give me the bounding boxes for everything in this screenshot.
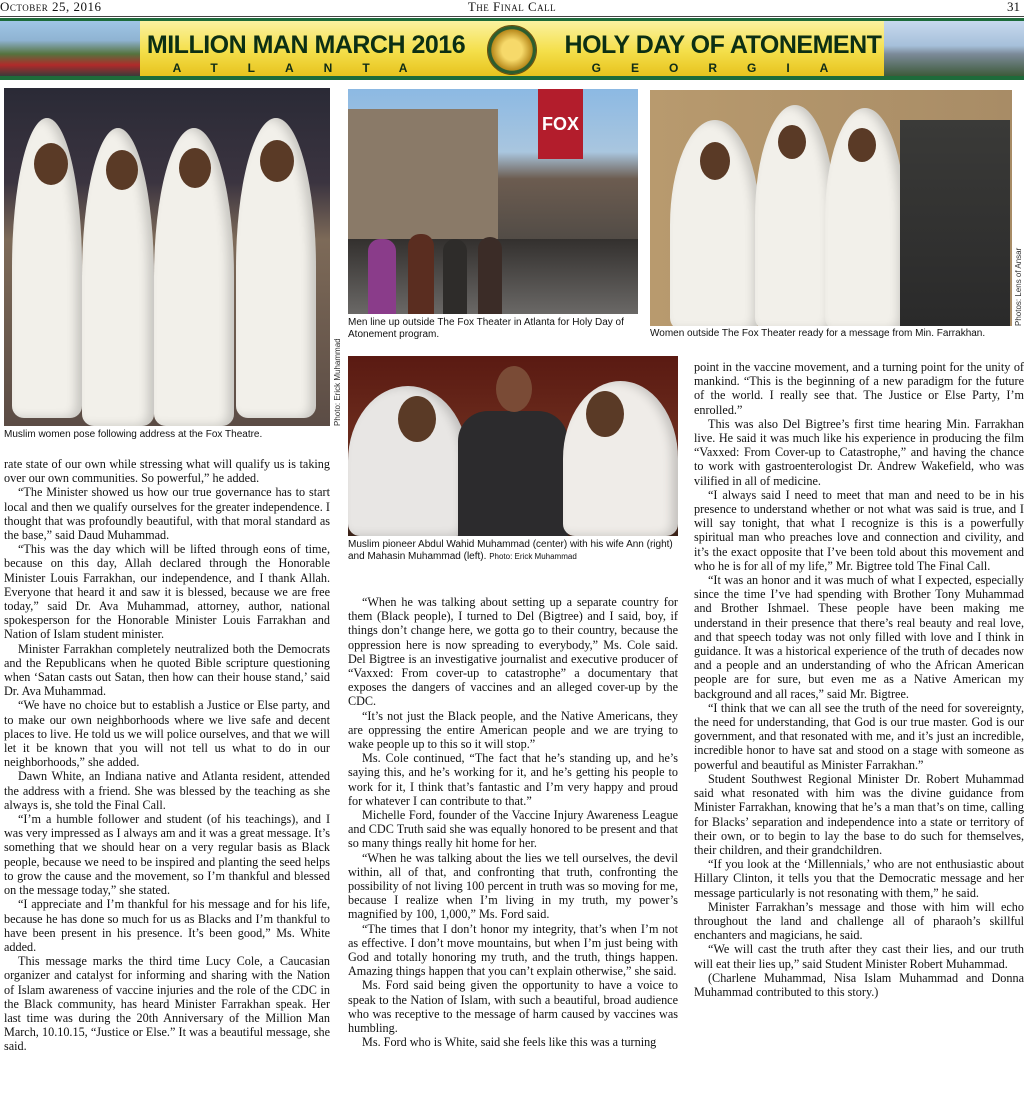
article-paragraph: “We will cast the truth after they cast their lies, and our truth will eat their lies up,” said Student Minister Robert Muhammad. xyxy=(694,942,1024,971)
article-paragraph: rate state of our own while stressing what will qualify us is taking over our own communities. So powerful,” he added. xyxy=(4,457,330,486)
photo-credit-3: Photos: Lens of Ansar xyxy=(1014,247,1023,326)
crowd-photo-strip xyxy=(0,21,140,76)
article-paragraph: “The times that I don’t honor my integrity, that’s when I’m not as effective. I don’t move mountains, but when I’m just being with God and totally honoring my truth, and the truth, things happen. Amazing things happen that you can’t explain otherwise,” she said. xyxy=(348,921,678,979)
article-paragraph: This message marks the third time Lucy Cole, a Caucasian organizer and catalyst for informing and sharing with the Nation of Islam awareness of vaccine injuries and the role of the CDC in the Black community, has heard Minister Farrakhan speak. Her last time was during the 20th Anniversary of the Million Man March, 10.10.15, “Justice or Else.” It was a beautiful message, she said. xyxy=(4,954,330,1054)
article-paragraph: “When he was talking about setting up a separate country for them (Black people), I turned to Del (Bigtree) and I said, boy, if things don’t change here, we gotta go to their country, because the oppression here is now spreading to everybody,” Ms. Cole said. Del Bigtree is an investigative journalist and executive producer of “Vaxxed: From cover-up to catastrophe” a documentary that exposes the dangers of vaccines and an alleged cover-up by the CDC. xyxy=(348,595,678,709)
event-seal-logo xyxy=(487,25,537,75)
article-paragraph: “I appreciate and I’m thankful for his message and for his life, because he has done so much for us as Blacks and I’m thankful to have been present in his presence. It’s been good,” Ms. White added. xyxy=(4,897,330,954)
article-paragraph: “This was the day which will be lifted through eons of time, because on this day, Allah declared through the Honorable Minister Louis Farrakhan, our independence, and I thank Allah. Everyone that heard it and saw it is blessed, because we are free today,” said Dr. Ava Muhammad, attorney, author, national spokesperson for the Honorable Minister Louis Farrakhan and Nation of Islam student minister. xyxy=(4,542,330,642)
photo-caption-4-text: Muslim pioneer Abdul Wahid Muhammad (center) with his wife Ann (right) and Mahasin Muhammad (left). xyxy=(348,539,673,562)
article-paragraph: Ms. Cole continued, “The fact that he’s standing up, and he’s saying this, and he’s working for it, and he’s getting his people to work for it, I think that’s fantastic and I’m very happy and proud for whatever I can contribute to that.” xyxy=(348,751,678,808)
article-column-middle xyxy=(348,595,678,1050)
article-column-left xyxy=(4,457,330,1054)
article-paragraph: Ms. Ford who is White, said she feels like this was a turning xyxy=(362,1035,657,1050)
article-paragraph: Student Southwest Regional Minister Dr. Robert Muhammad said what resonated with him was the divine guidance from Minister Farrakhan, knowing that he’s a man that’s on time, calling for Blacks’ separation and independence into a state or territory of their own, or to begin to lay the base to do such for themselves, their children, and their grandchildren. xyxy=(694,771,1024,857)
fox-sign: FOX xyxy=(538,89,583,159)
article-paragraph: “I always said I need to meet that man and need to be in his presence to understand whether or not what was said is true, and I will say tonight, that what I recognize is this is a powerfully spiritual man who preaches love and connection and civility, and it’s the exact opposite that I’ve been told about this movement and who he is for all of my life,” Mr. Bigtree told The Final Call. xyxy=(694,487,1024,573)
article-paragraph: “It’s not just the Black people, and the Native Americans, they are oppressing the entire American people and we are trying to wake people up to this so it will stop.” xyxy=(348,708,678,752)
photo-caption-3: Women outside The Fox Theater ready for a message from Min. Farrakhan. xyxy=(650,328,986,339)
article-paragraph: “If you look at the ‘Millennials,’ who are not enthusiastic about Hillary Clinton, it tells you that the Democratic message and her message particularly is not resonating with them,” he said. xyxy=(694,857,1024,900)
banner-title-left: MILLION MAN MARCH 2016 xyxy=(146,31,466,59)
photo-women-pose xyxy=(4,88,330,426)
article-paragraph: This was also Del Bigtree’s first time hearing Min. Farrakhan live. He said it was much like his experience in producing the film “Vaxxed: From Cover-up to Catastrophe,” and having the chance to work with gastroenterologist Dr. Andrew Wakefield, who was vilified in all of medicine. xyxy=(694,416,1024,488)
banner-city: ATLANTA xyxy=(172,61,438,75)
banner-title-right: HOLY DAY OF ATONEMENT xyxy=(564,31,882,59)
page-number: 31 xyxy=(1007,0,1020,14)
article-paragraph: “It was an honor and it was much of what I expected, especially since the time I’ve had spending with Brother Tony Muhammad and Brother Ishmael. These people have been making me understand in their presence that there’s real beauty and real love, and that speech today was not only filled with love and I think in guidance. It was a historical experience of the truth of decades now and a people and an understanding of who the African American people are for sure, but even me as a Native American my background and all races,” said Mr. Bigtree. xyxy=(694,573,1024,701)
article-paragraph: Michelle Ford, founder of the Vaccine Injury Awareness League and CDC Truth said she was equally honored to be present and that so many things really hit home for her. xyxy=(348,808,678,851)
page-folio xyxy=(0,0,1024,17)
photo-men-line xyxy=(348,89,638,314)
article-paragraph: Minister Farrakhan completely neutralized both the Democrats and the Republicans when he quoted Bible scripture questioning when ‘Satan casts out Satan, then how can their house stand,’ said Dr. Ava Muhammad. xyxy=(4,641,330,699)
article-column-right xyxy=(694,360,1024,999)
photo-pioneer-group xyxy=(348,356,678,536)
article-paragraph: point in the vaccine movement, and a turning point for the unity of mankind. “This is the beginning of a new paradigm for the future of the world. I really see that. The Justice or Else Party, I’m enrolled.” xyxy=(694,360,1024,417)
section-banner xyxy=(0,18,1024,80)
article-paragraph: Minister Farrakhan’s message and those with him will echo throughout the land and challenge all of pharaoh’s skillful enchanters and magicians, he said. xyxy=(694,899,1024,943)
article-paragraph: Ms. Ford said being given the opportunity to have a voice to speak to the Nation of Islam, with such a beautiful, broad audience who was receptive to the message of harm caused by vaccines was humbling. xyxy=(348,978,678,1036)
article-paragraph: (Charlene Muhammad, Nisa Islam Muhammad and Donna Muhammad contributed to this story.) xyxy=(694,970,1024,999)
photo-caption-4 xyxy=(348,539,678,563)
skyline-photo-strip xyxy=(884,21,1024,76)
article-paragraph: Dawn White, an Indiana native and Atlanta resident, attended the address with a friend. She was blessed by the teaching as she always is, she told the Final Call. xyxy=(4,769,330,812)
photo-women-outside xyxy=(650,90,1012,326)
issue-date: October 25, 2016 xyxy=(0,0,102,14)
article-paragraph: “We have no choice but to establish a Justice or Else party, and to make our own neighborhoods where we live safe and decent places to live. He told us we will police ourselves, and that we will let it be known that you will not tell us what to do in our neighborhoods,” she added. xyxy=(4,698,330,770)
publication-name: The Final Call xyxy=(467,0,557,14)
banner-state: GEORGIA xyxy=(591,61,859,75)
article-paragraph: “When he was talking about the lies we tell ourselves, the devil within, all of that, and confronting that truth, confronting the possibility of not living 100 percent in truth was so moving for me, because I realize when I’m living in my truth, my power’s magnified by 100, 1,000,” Ms. Ford said. xyxy=(348,850,678,922)
photo-credit-1: Photo: Erick Muhammad xyxy=(333,338,342,426)
article-paragraph: “I’m a humble follower and student (of his teachings), and I was very impressed as I always am and it was a great message. It’s something that we should hear on a very regular basis as Black people, because we need to be inspired and planting the seed helps to grow the cause and the movement, so I’m thankful and blessed on the message today,” she stated. xyxy=(4,812,330,898)
photo-caption-1: Muslim women pose following address at the Fox Theatre. xyxy=(4,429,263,440)
photo-credit-4: Photo: Erick Muhammad xyxy=(489,552,577,561)
article-paragraph: “I think that we can all see the truth of the need for sovereignty, the need for understanding, that God is our true master. God is our government, and that resonated with me, and it’s just an incredible, incredible honor to have sat and stood on a stage with someone as powerful and beautiful as Minister Farrakhan.” xyxy=(694,700,1024,772)
article-paragraph: “The Minister showed us how our true governance has to start local and then we qualify ourselves for the greater independence. I thought that was profoundly beautiful, with that moral standard as the base,” said Daud Muhammad. xyxy=(4,485,330,543)
photo-caption-2: Men line up outside The Fox Theater in Atlanta for Holy Day of Atonement program. xyxy=(348,317,624,340)
